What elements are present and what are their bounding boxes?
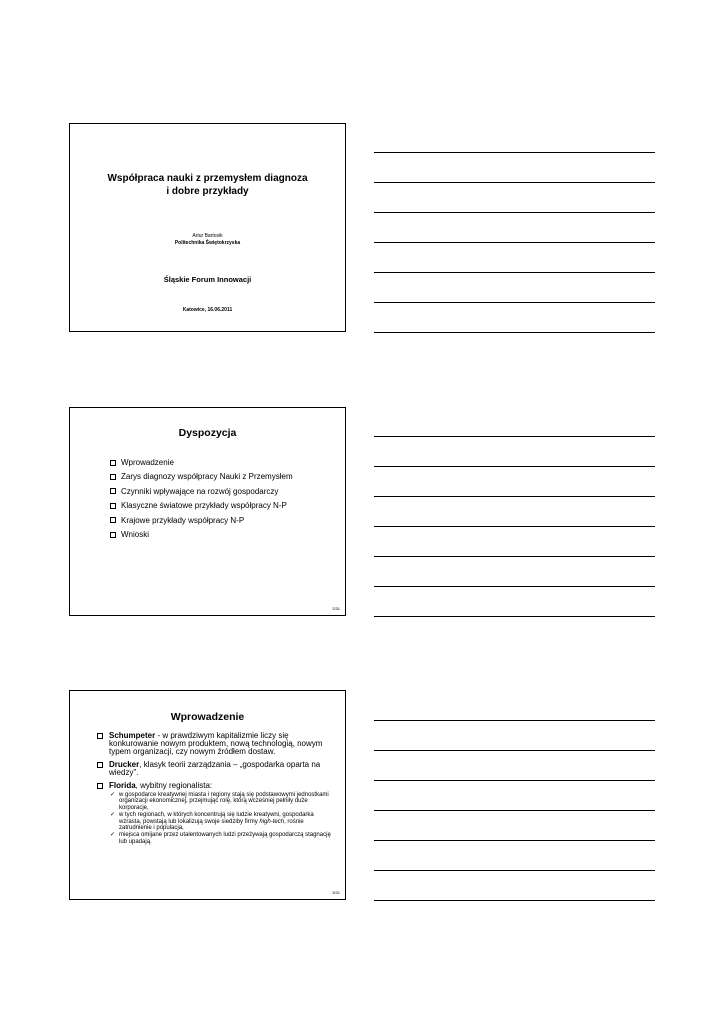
slide-heading: Wprowadzenie	[170, 711, 245, 723]
agenda-item-label: Czynniki wpływające na rozwój gospodarczy	[121, 486, 279, 496]
sub-item-text: , rośnie zatrudnienie i populacja,	[119, 818, 304, 832]
note-line	[374, 242, 655, 243]
checkbox-bullet-icon	[110, 488, 116, 494]
note-line	[374, 780, 655, 781]
checkbox-bullet-icon	[97, 733, 103, 739]
sub-item-text: w tych regionach, w których koncentrują się ludzie kreatywni, gospodarka wzrasta, powstają lub lokalizują swoje siedziby firmy	[119, 812, 314, 825]
slide-3-introduction	[69, 690, 346, 900]
note-line	[374, 212, 655, 213]
affiliation: Politechnika Świętokrzyska	[174, 240, 241, 246]
agenda-list	[110, 456, 293, 542]
sub-item-emphasis: high-tech	[259, 818, 285, 825]
note-line	[374, 526, 655, 527]
note-line	[374, 466, 655, 467]
list-item-florida	[97, 782, 337, 845]
checkbox-bullet-icon	[110, 532, 116, 538]
checkbox-bullet-icon	[110, 460, 116, 466]
person-name: Drucker	[109, 760, 140, 769]
note-line	[374, 436, 655, 437]
note-line	[374, 586, 655, 587]
note-line	[374, 272, 655, 273]
sub-item-text: w gospodarce kreatywnej miasta i regiony stają się podstawowymi jednostkami organizacji ekonomicznej, przejmując rolę, którą wcześniej pełniły duże korporacje,	[119, 792, 329, 811]
note-line	[374, 152, 655, 153]
agenda-item-label: Klasyczne światowe przykłady współpracy N-P	[121, 501, 287, 511]
page-number: 3/31	[332, 890, 340, 895]
checkbox-bullet-icon	[110, 503, 116, 509]
sub-item-text: miejsca omijane przez utalentowanych ludzi przeżywają gospodarczą stagnację lub upadają.	[119, 832, 331, 845]
note-line	[374, 556, 655, 557]
list-item	[110, 485, 293, 499]
page-number: 2/31	[332, 606, 340, 611]
checkbox-bullet-icon	[97, 762, 103, 768]
checkmark-icon: ✓	[110, 832, 116, 839]
sub-list-item	[109, 832, 337, 845]
intro-list	[97, 732, 337, 850]
slide-1-title	[69, 123, 346, 332]
author: Artur Bartosik	[192, 233, 223, 239]
checkbox-bullet-icon	[110, 474, 116, 480]
note-line	[374, 870, 655, 871]
list-item-schumpeter	[97, 732, 337, 756]
forum-name: Śląskie Forum Innowacji	[163, 275, 252, 284]
list-item	[110, 514, 293, 528]
list-item	[110, 456, 293, 470]
slide-heading: Dyspozycja	[178, 427, 237, 439]
title-line-2: i dobre przykłady	[166, 186, 249, 197]
note-line	[374, 616, 655, 617]
list-item	[110, 499, 293, 513]
item-text: , wybitny regionalista:	[135, 781, 213, 790]
item-text: , klasyk teorii zarządzania – „gospodarka oparta na wiedzy”.	[109, 760, 321, 777]
checkbox-bullet-icon	[97, 783, 103, 789]
note-line	[374, 900, 655, 901]
item-text: - w prawdziwym kapitalizmie liczy się konkurowanie nowym produktem, nową technologią, nowym typem organizacji, czy nowym źródłem dostaw.	[109, 731, 323, 756]
note-line	[374, 750, 655, 751]
agenda-item-label: Zarys diagnozy współpracy Nauki z Przemysłem	[121, 472, 293, 482]
sub-list-item	[109, 792, 337, 811]
sub-list-item	[109, 812, 337, 831]
list-item	[110, 470, 293, 484]
sub-list	[109, 792, 337, 845]
checkmark-icon: ✓	[110, 792, 116, 798]
checkbox-bullet-icon	[110, 517, 116, 523]
checkmark-icon: ✓	[110, 812, 116, 819]
slide-2-agenda	[69, 407, 346, 616]
list-item	[110, 528, 293, 542]
agenda-item-label: Wnioski	[121, 530, 150, 540]
note-line	[374, 810, 655, 811]
list-item-drucker	[97, 761, 337, 777]
agenda-item-label: Krajowe przykłady współpracy N-P	[121, 515, 245, 525]
note-line	[374, 182, 655, 183]
note-line	[374, 302, 655, 303]
title-line-1: Współpraca nauki z przemysłem diagnoza	[107, 173, 308, 184]
presentation-title	[70, 172, 345, 198]
note-line	[374, 332, 655, 333]
agenda-item-label: Wprowadzenie	[121, 458, 174, 467]
note-line	[374, 496, 655, 497]
note-line	[374, 720, 655, 721]
person-name: Florida	[109, 781, 136, 790]
person-name: Schumpeter	[109, 731, 156, 740]
note-line	[374, 840, 655, 841]
event-date: Katowice, 16.06.2011	[182, 307, 233, 313]
